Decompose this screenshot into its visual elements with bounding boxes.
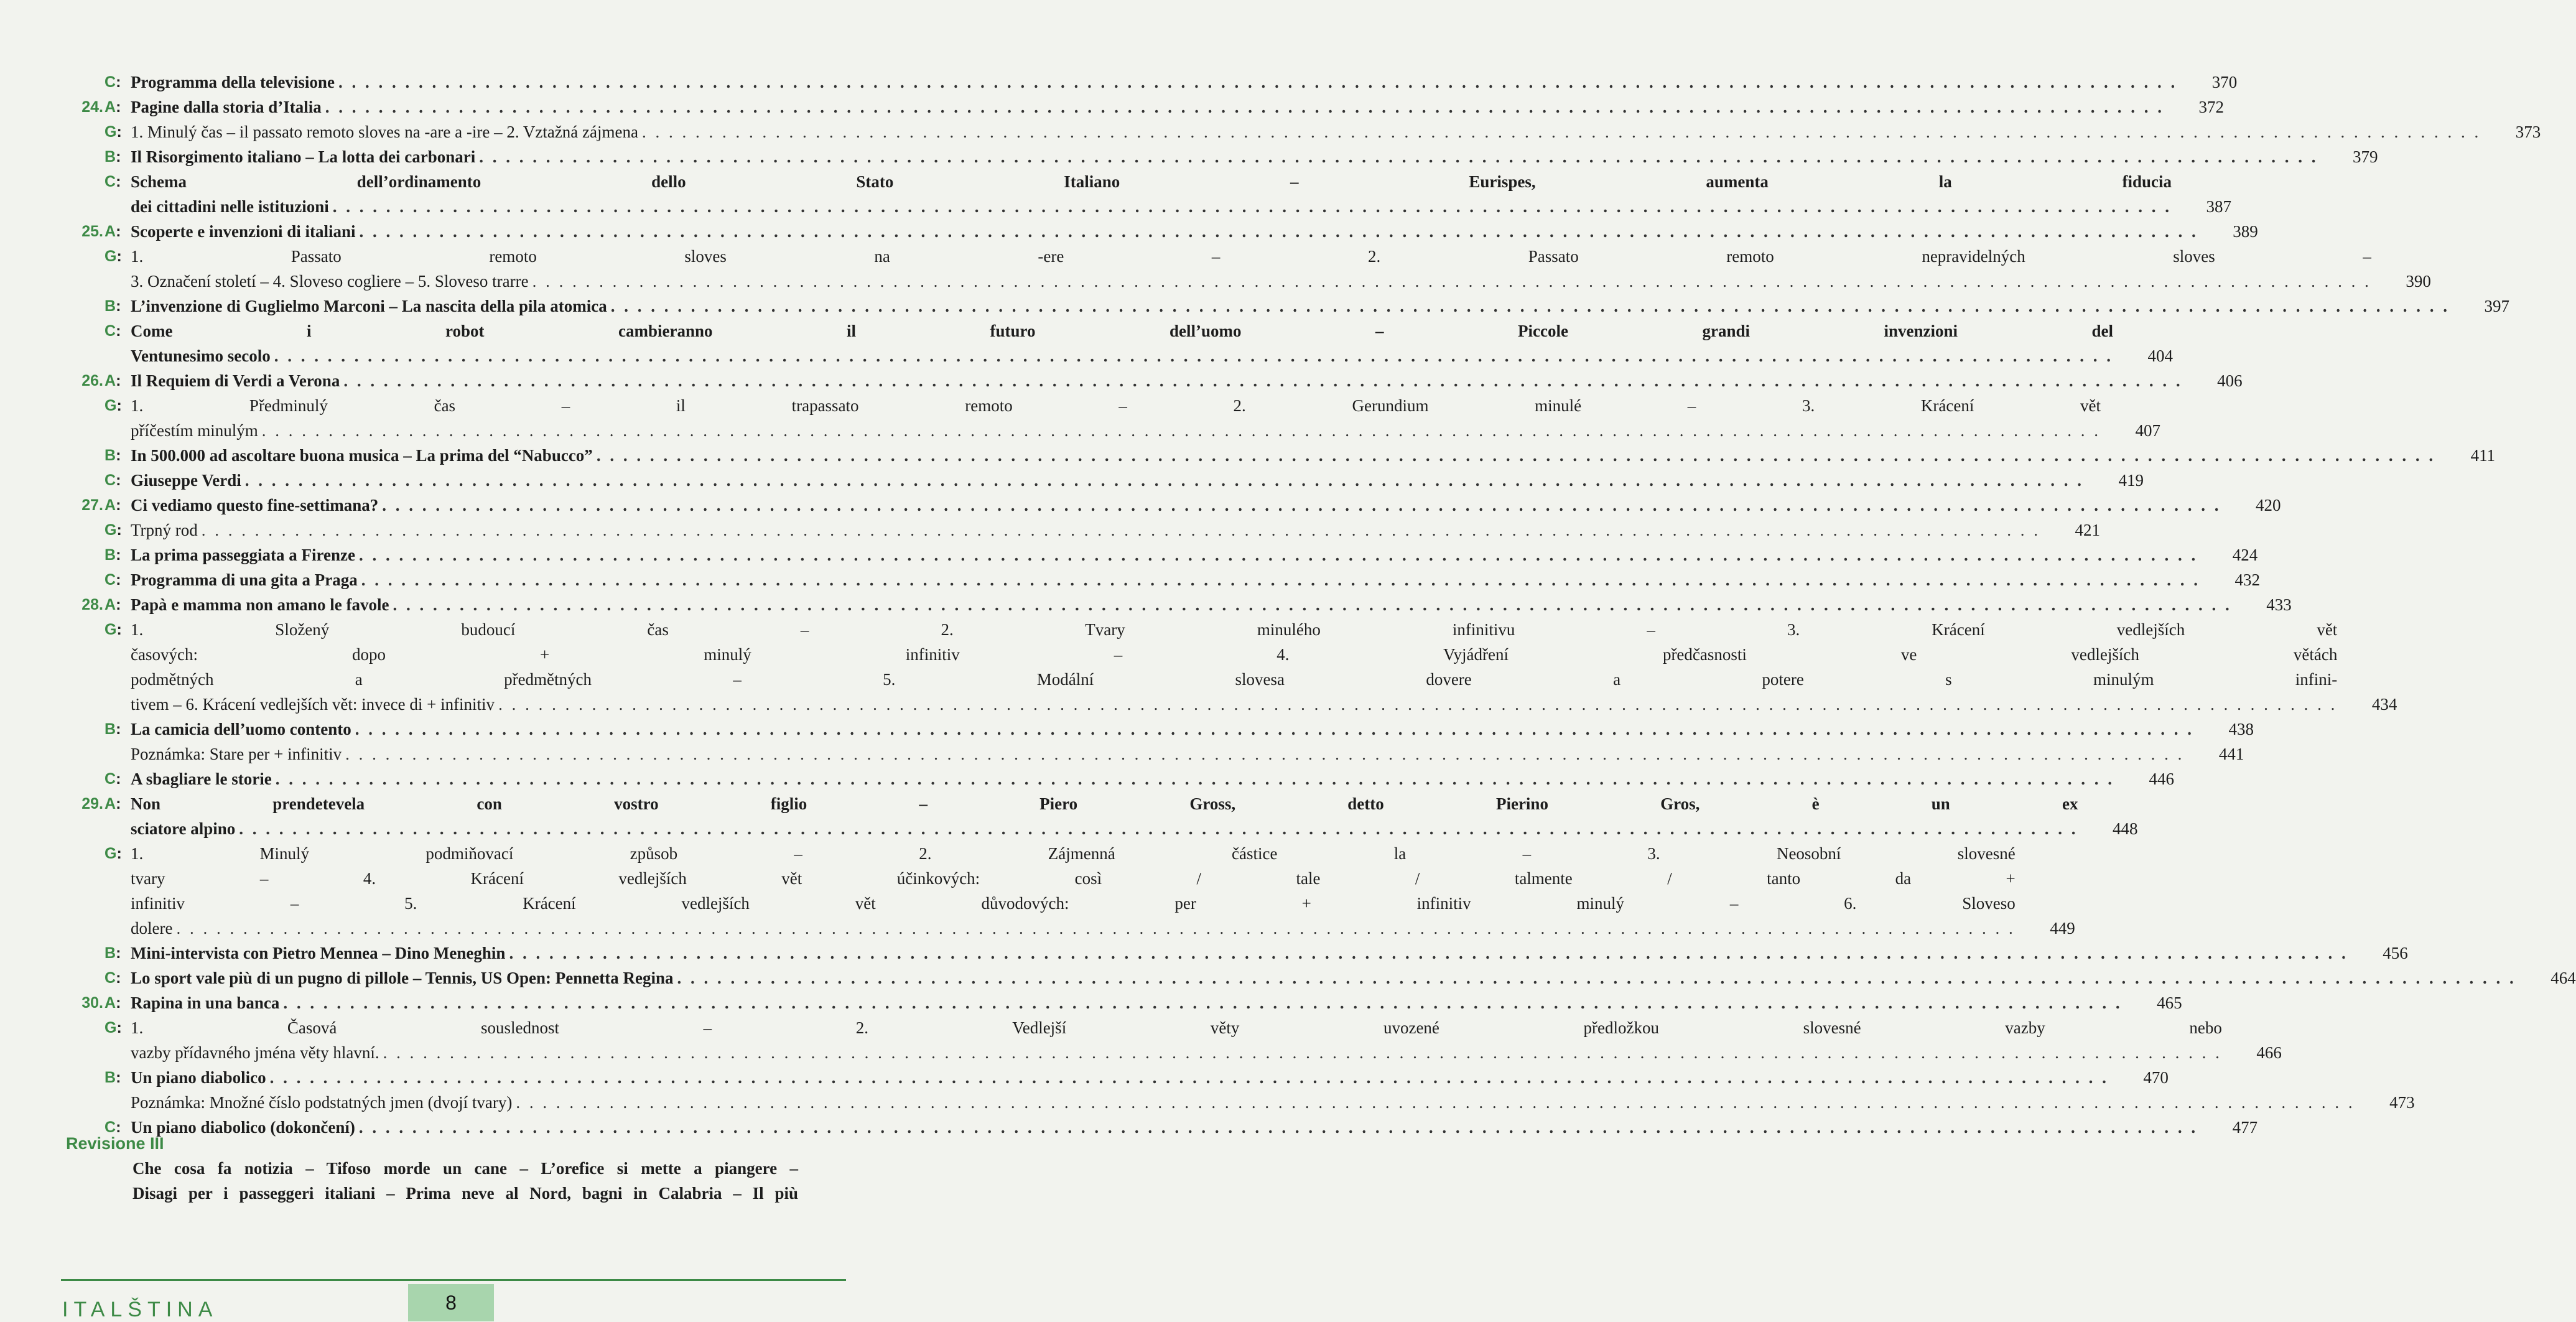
entry-title: Un piano diabolico	[131, 1068, 266, 1087]
leader-dots	[509, 941, 2348, 966]
leader-dots	[359, 542, 2198, 567]
entry-line-last	[131, 816, 2078, 841]
section-letter	[103, 941, 131, 966]
leader-dots	[532, 269, 2371, 294]
entry-title: Un piano diabolico (dokončení)	[131, 1118, 355, 1137]
entry-line-last	[131, 567, 2200, 592]
page-ref: 421	[2075, 521, 2101, 539]
unit-number: 29.	[81, 795, 103, 812]
toc-entry	[61, 119, 2541, 144]
section-letter-text: G	[105, 248, 117, 265]
section-letter-colon: :	[116, 969, 121, 987]
leader-dots	[498, 692, 2337, 717]
entry-line-last	[131, 70, 2177, 95]
leader-dots	[361, 567, 2200, 592]
toc-entry	[61, 941, 2408, 966]
section-letter-colon: :	[116, 944, 121, 962]
toc-entry	[61, 368, 2243, 393]
leader-dots	[479, 144, 2318, 169]
toc-entry	[61, 443, 2496, 468]
section-letter-text: G	[105, 123, 117, 141]
section-letter	[103, 169, 131, 194]
entry-line-last	[131, 343, 2113, 368]
table-of-contents	[61, 70, 2576, 1140]
toc-entry	[61, 294, 2510, 319]
entry-line-last	[131, 742, 2184, 766]
page-ref: 470	[2143, 1068, 2169, 1087]
entry-line-last	[131, 368, 2183, 393]
entry-title: 1. Časová souslednost – 2. Vedlejší věty uvozené předložkou slovesné vazby nebo	[131, 1018, 2222, 1037]
entry-line-last	[131, 119, 2481, 144]
leader-dots	[382, 493, 2221, 518]
page-ref: 432	[2234, 570, 2260, 589]
page-ref: 379	[2352, 147, 2378, 166]
section-letter	[103, 518, 131, 542]
toc-entry	[61, 468, 2144, 493]
entry-title: La prima passeggiata a Firenze	[131, 546, 355, 564]
section-letter-colon: :	[116, 845, 122, 862]
page-ref: 389	[2233, 222, 2258, 241]
page-ref: 434	[2371, 695, 2397, 714]
toc-entry	[61, 542, 2258, 567]
leader-dots	[597, 443, 2435, 468]
entry-title: L’invenzione di Guglielmo Marconi – La nascita della pila atomica	[131, 297, 607, 315]
section-letter-text: C	[105, 173, 116, 190]
entry-line-last	[131, 443, 2435, 468]
page-ref: 420	[2255, 496, 2281, 514]
entry-title: Scoperte e invenzioni di italiani	[131, 222, 356, 241]
toc-entry	[61, 592, 2292, 617]
section-letter-colon: :	[116, 248, 122, 265]
entry-line-last	[131, 717, 2194, 742]
entry-line-last	[131, 966, 2516, 990]
section-letter	[103, 592, 131, 617]
entry-line-last	[131, 1065, 2109, 1090]
entry-title: 1. Složený budoucí čas – 2. Tvary minulého infinitivu – 3. Krácení vedlejších vět	[131, 620, 2338, 639]
section-letter-colon: :	[116, 1019, 122, 1036]
toc-entry	[61, 1015, 2282, 1065]
section-letter-colon: :	[116, 447, 121, 464]
entry-line-last	[131, 468, 2084, 493]
entry-title: Rapina in una banca	[131, 994, 280, 1012]
section-letter-text: C	[105, 969, 116, 987]
section-letter	[103, 119, 131, 144]
section-letter	[103, 493, 131, 518]
section-letter	[103, 966, 131, 990]
section-letter-colon: :	[116, 322, 121, 340]
section-letter-colon: :	[116, 770, 121, 788]
page-ref: 373	[2515, 123, 2541, 141]
leader-dots	[677, 966, 2516, 990]
section-letter-colon: :	[116, 173, 121, 190]
toc-entry	[61, 1090, 2415, 1115]
leader-dots	[642, 119, 2481, 144]
entry-line-last	[131, 95, 2164, 119]
section-letter-colon: :	[116, 720, 121, 738]
page-ref: 372	[2198, 98, 2225, 116]
section-letter-text: B	[105, 297, 116, 315]
entry-title: Il Risorgimento italiano – La lotta dei carbonari	[131, 147, 476, 166]
page-ref: 370	[2211, 73, 2238, 91]
leader-dots	[343, 368, 2182, 393]
entry-title: dolere	[131, 919, 173, 938]
section-letter	[103, 294, 131, 319]
entry-title: In 500.000 ad ascoltare buona musica – La prima del “Nabucco”	[131, 446, 593, 465]
page-ref: 407	[2135, 421, 2160, 440]
section-letter-text: G	[105, 1019, 117, 1036]
toc-entry	[61, 70, 2238, 95]
section-letter-colon: :	[116, 123, 122, 141]
toc-entry	[61, 518, 2101, 542]
revision-section	[61, 1131, 823, 1206]
entry-title: A sbagliare le storie	[131, 770, 272, 788]
page-ref: 419	[2118, 471, 2144, 490]
section-letter-colon: :	[116, 223, 121, 240]
section-letter-colon: :	[116, 795, 121, 812]
section-letter	[103, 219, 131, 244]
entry-title: Mini-intervista con Pietro Mennea – Dino Meneghin	[131, 944, 506, 962]
entry-title: Schema dell’ordinamento dello Stato Italiano – Eurispes, aumenta la fiducia	[131, 172, 2172, 191]
leader-dots	[325, 95, 2164, 119]
section-letter-colon: :	[116, 1119, 121, 1136]
section-letter	[103, 542, 131, 567]
leader-dots	[516, 1090, 2355, 1115]
revision-line: Disagi per i passeggeri italiani – Prima neve al Nord, bagni in Calabria – Il più	[133, 1184, 798, 1203]
section-letter-text: A	[105, 98, 116, 116]
section-letter	[103, 1065, 131, 1090]
section-letter-colon: :	[116, 297, 121, 315]
entry-line-last	[131, 518, 2040, 542]
toc-entry	[61, 742, 2244, 766]
section-letter-colon: :	[116, 621, 122, 638]
section-letter-text: A	[105, 372, 116, 389]
entry-line-last	[131, 493, 2221, 518]
entry-title: Ventunesimo secolo	[131, 347, 271, 365]
page-ref: 448	[2113, 819, 2138, 838]
footer-rule	[61, 1279, 846, 1281]
toc-entry	[61, 617, 2397, 717]
toc-entry	[61, 319, 2174, 368]
entry-line-last	[131, 766, 2114, 791]
section-letter-colon: :	[116, 596, 121, 613]
entry-title: infinitiv – 5. Krácení vedlejších vět důvodových: per + infinitiv minulý – 6. Sloveso	[131, 894, 2016, 913]
entry-title: podmětných a předmětných – 5. Modální slovesa dovere a potere s minulým infini-	[131, 670, 2338, 689]
entry-title: 1. Passato remoto sloves na -ere – 2. Passato remoto nepravidelných sloves –	[131, 247, 2371, 266]
section-letter	[103, 393, 131, 418]
leader-dots	[245, 468, 2084, 493]
leader-dots	[383, 1040, 2222, 1065]
page-number: 8	[408, 1284, 494, 1321]
entry-title: Come i robot cambieranno il futuro dell’uomo – Piccole grandi invenzioni del	[131, 322, 2114, 340]
entry-title: příčestím minulým	[131, 421, 258, 440]
entry-title: tvary – 4. Krácení vedlejších vět účinkových: così / tale / talmente / tanto da +	[131, 869, 2016, 888]
page-ref: 397	[2484, 297, 2510, 315]
entry-line-last	[131, 194, 2172, 219]
toc-entry	[61, 95, 2225, 119]
unit-number: 30.	[81, 994, 103, 1012]
entry-line-last	[131, 1040, 2222, 1065]
entry-line-last	[131, 219, 2198, 244]
unit-number: 24.	[81, 98, 103, 116]
section-letter-text: C	[105, 472, 116, 489]
leader-dots	[355, 717, 2194, 742]
page-ref: 465	[2157, 994, 2182, 1012]
toc-entry	[61, 990, 2182, 1015]
section-letter-colon: :	[116, 472, 121, 489]
section-letter-colon: :	[116, 98, 121, 116]
section-letter	[103, 791, 131, 816]
section-letter-text: A	[105, 596, 116, 613]
toc-entry	[61, 219, 2258, 244]
unit-number: 27.	[81, 496, 103, 514]
entry-line-last	[131, 941, 2348, 966]
page-ref: 473	[2389, 1093, 2415, 1112]
section-letter-colon: :	[116, 1069, 121, 1086]
entry-line-last	[131, 542, 2198, 567]
leader-dots	[176, 916, 2015, 941]
section-letter	[103, 443, 131, 468]
section-letter	[103, 468, 131, 493]
page-ref: 406	[2217, 371, 2243, 390]
section-letter-colon: :	[116, 372, 121, 389]
leader-dots	[202, 518, 2040, 542]
entry-title: 1. Předminulý čas – il trapassato remoto – 2. Gerundium minulé – 3. Krácení vět	[131, 396, 2101, 415]
section-letter-colon: :	[116, 546, 121, 564]
entry-title: Ci vediamo questo fine-settimana?	[131, 496, 379, 514]
toc-entry	[61, 144, 2378, 169]
leader-dots	[262, 418, 2101, 443]
leader-dots	[276, 766, 2114, 791]
leader-dots	[239, 816, 2078, 841]
entry-title: 1. Minulý čas – il passato remoto sloves na -are a -ire – 2. Vztažná zájmena	[131, 123, 638, 141]
revision-heading: Revisione III	[66, 1134, 164, 1153]
entry-title: Poznámka: Stare per + infinitiv	[131, 745, 342, 763]
entry-line-last	[131, 592, 2232, 617]
entry-title: Giuseppe Verdi	[131, 471, 241, 490]
page-ref: 446	[2149, 770, 2174, 788]
entry-title: 3. Označení století – 4. Sloveso cogliere – 5. Sloveso trarre	[131, 272, 529, 291]
section-letter-colon: :	[116, 73, 121, 91]
entry-title: časových: dopo + minulý infinitiv – 4. Vyjádření předčasnosti ve vedlejších větách	[131, 645, 2338, 664]
section-letter-text: B	[105, 944, 116, 962]
unit-number: 28.	[81, 596, 103, 613]
entry-title: Non prendetevela con vostro figlio – Piero Gross, detto Pierino Gros, è un ex	[131, 794, 2078, 813]
section-letter-text: B	[105, 148, 116, 165]
leader-dots	[283, 990, 2122, 1015]
section-letter-text: C	[105, 770, 116, 788]
entry-title: Trpný rod	[131, 521, 198, 539]
toc-entry	[61, 717, 2254, 742]
section-letter-text: A	[105, 496, 116, 514]
section-letter	[103, 567, 131, 592]
section-letter-text: B	[105, 546, 116, 564]
section-letter-text: A	[105, 994, 116, 1012]
section-letter-colon: :	[116, 397, 122, 414]
section-letter-text: C	[105, 73, 116, 91]
page-ref: 390	[2406, 272, 2431, 291]
toc-entry	[61, 1065, 2169, 1090]
toc-entry	[61, 567, 2260, 592]
page-ref: 449	[2050, 919, 2075, 938]
section-letter-text: G	[105, 521, 117, 539]
section-letter-colon: :	[116, 571, 121, 589]
entry-title: vazby přídavného jména věty hlavní.	[131, 1043, 379, 1062]
entry-title: Lo sport vale più di un pugno di pillole – Tennis, US Open: Pennetta Regina	[131, 969, 674, 987]
page-ref: 464	[2550, 969, 2576, 987]
leader-dots	[270, 1065, 2109, 1090]
page-ref: 411	[2470, 446, 2496, 465]
entry-title: 1. Minulý podmiňovací způsob – 2. Zájmenná částice la – 3. Neosobní slovesné	[131, 844, 2016, 863]
section-letter	[103, 70, 131, 95]
page-ref: 477	[2232, 1118, 2258, 1137]
section-letter-text: C	[105, 322, 116, 340]
section-letter-text: G	[105, 397, 117, 414]
section-letter-text: A	[105, 795, 116, 812]
section-letter-colon: :	[116, 496, 121, 514]
entry-title: Programma della televisione	[131, 73, 335, 91]
section-letter	[103, 244, 131, 269]
entry-title: Papà e mamma non amano le favole	[131, 595, 389, 614]
page-ref: 438	[2228, 720, 2254, 738]
page-ref: 424	[2232, 546, 2258, 564]
section-letter-text: B	[105, 720, 116, 738]
section-letter	[103, 617, 131, 642]
leader-dots	[611, 294, 2450, 319]
section-letter	[103, 766, 131, 791]
entry-line-last	[131, 269, 2371, 294]
entry-line-last	[131, 990, 2123, 1015]
section-letter-text: B	[105, 1069, 116, 1086]
toc-entry	[61, 493, 2281, 518]
unit-number: 25.	[81, 223, 103, 240]
section-letter-text: G	[105, 621, 117, 638]
entry-title: Il Requiem di Verdi a Verona	[131, 371, 340, 390]
entry-title: tivem – 6. Krácení vedlejších vět: invece di + infinitiv	[131, 695, 495, 714]
toc-entry	[61, 966, 2576, 990]
entry-title: Pagine dalla storia d’Italia	[131, 98, 322, 116]
leader-dots	[345, 742, 2184, 766]
toc-entry	[61, 791, 2138, 841]
entry-line-last	[131, 144, 2318, 169]
section-letter-text: A	[105, 223, 116, 240]
leader-dots	[333, 194, 2172, 219]
section-letter-text: B	[105, 447, 116, 464]
section-letter-text: C	[105, 1119, 116, 1136]
footer-title: ITALŠTINA	[62, 1298, 218, 1321]
entry-line-last	[131, 692, 2337, 717]
page-ref: 466	[2256, 1043, 2282, 1062]
entry-title: sciatore alpino	[131, 819, 236, 838]
section-letter	[103, 95, 131, 119]
toc-entry	[61, 393, 2160, 443]
section-letter	[103, 368, 131, 393]
entry-title: La camicia dell’uomo contento	[131, 720, 351, 738]
section-letter	[103, 319, 131, 343]
page-ref: 441	[2218, 745, 2244, 763]
toc-entry	[61, 766, 2174, 791]
page-ref: 387	[2206, 197, 2232, 216]
section-letter	[103, 1015, 131, 1040]
leader-dots	[274, 343, 2113, 368]
page-ref: 456	[2383, 944, 2408, 962]
section-letter-text: C	[105, 571, 116, 589]
page-ref: 404	[2147, 347, 2174, 365]
page-ref: 433	[2266, 595, 2292, 614]
entry-line-last	[131, 418, 2101, 443]
section-letter	[103, 144, 131, 169]
section-letter	[103, 990, 131, 1015]
leader-dots	[360, 219, 2198, 244]
entry-title: Programma di una gita a Praga	[131, 570, 358, 589]
entry-title: dei cittadini nelle istituzioni	[131, 197, 329, 216]
leader-dots	[338, 70, 2177, 95]
section-letter	[103, 841, 131, 866]
entry-line-last	[131, 294, 2450, 319]
section-letter-colon: :	[116, 994, 121, 1012]
toc-entry	[61, 244, 2431, 294]
section-letter-text: G	[105, 845, 117, 862]
section-letter	[103, 717, 131, 742]
section-letter-colon: :	[116, 521, 122, 539]
entry-title: Poznámka: Množné číslo podstatných jmen (dvojí tvary)	[131, 1093, 513, 1112]
leader-dots	[393, 592, 2231, 617]
entry-line-last	[131, 1090, 2355, 1115]
revision-line: Che cosa fa notizia – Tifoso morde un cane – L’orefice si mette a piangere –	[133, 1159, 798, 1178]
unit-number: 26.	[81, 372, 103, 389]
toc-entry	[61, 841, 2075, 941]
entry-line-last	[131, 916, 2016, 941]
toc-entry	[61, 169, 2232, 219]
section-letter-colon: :	[116, 148, 121, 165]
